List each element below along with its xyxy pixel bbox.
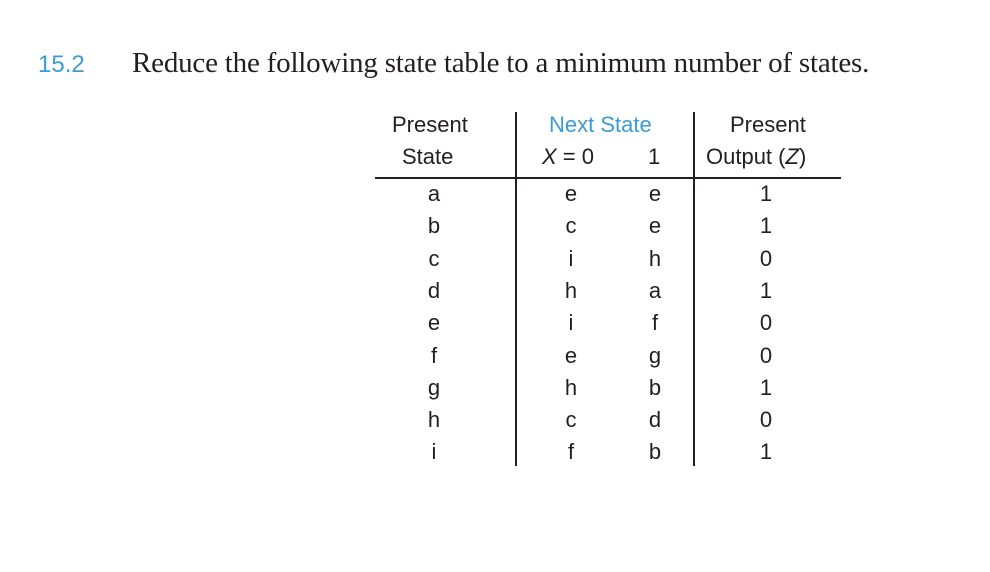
table-cell-state: a (427, 181, 441, 206)
problem-statement (38, 47, 869, 80)
table-cell-next1: b (648, 374, 662, 400)
table-cell-next0: i (568, 310, 574, 336)
table-cell-state: b (427, 213, 441, 239)
table-cell-next0: h (564, 277, 578, 303)
header-present-state-line1: Present (392, 112, 468, 137)
table-cell-state: f (430, 342, 438, 368)
table-cell-next0: c (565, 213, 577, 239)
header-next-state: Next State (549, 112, 652, 137)
table-cell-output: 0 (759, 407, 773, 433)
table-cell-state: i (431, 439, 437, 465)
table-cell-output: 0 (759, 245, 773, 271)
problem-text: Reduce the following state table to a minimum number of states. (132, 47, 870, 79)
table-cell-state: d (427, 277, 441, 303)
header-present-state-line2: State (402, 144, 454, 169)
table-cell-output: 0 (759, 342, 773, 368)
header-x-one: 1 (648, 144, 661, 169)
header-x-input (542, 144, 594, 170)
header-output-suffix: ) (798, 144, 807, 169)
table-cell-next1: d (648, 407, 662, 433)
table-cell-output: 0 (759, 310, 773, 336)
column-divider-left (515, 112, 517, 466)
table-cell-next1: b (648, 439, 662, 465)
table-cell-next0: e (564, 181, 578, 206)
column-divider-right (693, 112, 695, 466)
table-cell-next0: e (564, 342, 578, 368)
header-x-variable: X (542, 144, 557, 169)
table-cell-next1: a (648, 277, 662, 303)
header-output-line2 (706, 144, 806, 170)
header-output-variable: Z (785, 144, 799, 169)
table-cell-output: 1 (759, 213, 773, 239)
table-cell-next1: e (648, 181, 662, 206)
table-cell-next1: e (648, 213, 662, 239)
table-cell-next0: c (565, 407, 577, 433)
table-cell-output: 1 (759, 277, 773, 303)
table-cell-state: h (427, 407, 441, 433)
header-x-zero: = 0 (556, 144, 594, 169)
table-cell-next0: h (564, 374, 578, 400)
header-output-prefix: Output ( (706, 144, 786, 169)
table-cell-output: 1 (759, 374, 773, 400)
table-cell-state: c (428, 245, 440, 271)
problem-number: 15.2 (38, 51, 85, 78)
table-cell-output: 1 (759, 439, 773, 465)
table-cell-state: g (427, 374, 441, 400)
table-cell-state: e (427, 310, 441, 336)
table-cell-next1: f (651, 310, 659, 336)
table-cell-output: 1 (759, 181, 773, 206)
header-rule (375, 177, 841, 179)
header-output-line1: Present (730, 112, 806, 137)
table-cell-next1: g (648, 342, 662, 368)
table-cell-next0: i (568, 245, 574, 271)
table-cell-next0: f (567, 439, 575, 465)
table-cell-next1: h (648, 245, 662, 271)
